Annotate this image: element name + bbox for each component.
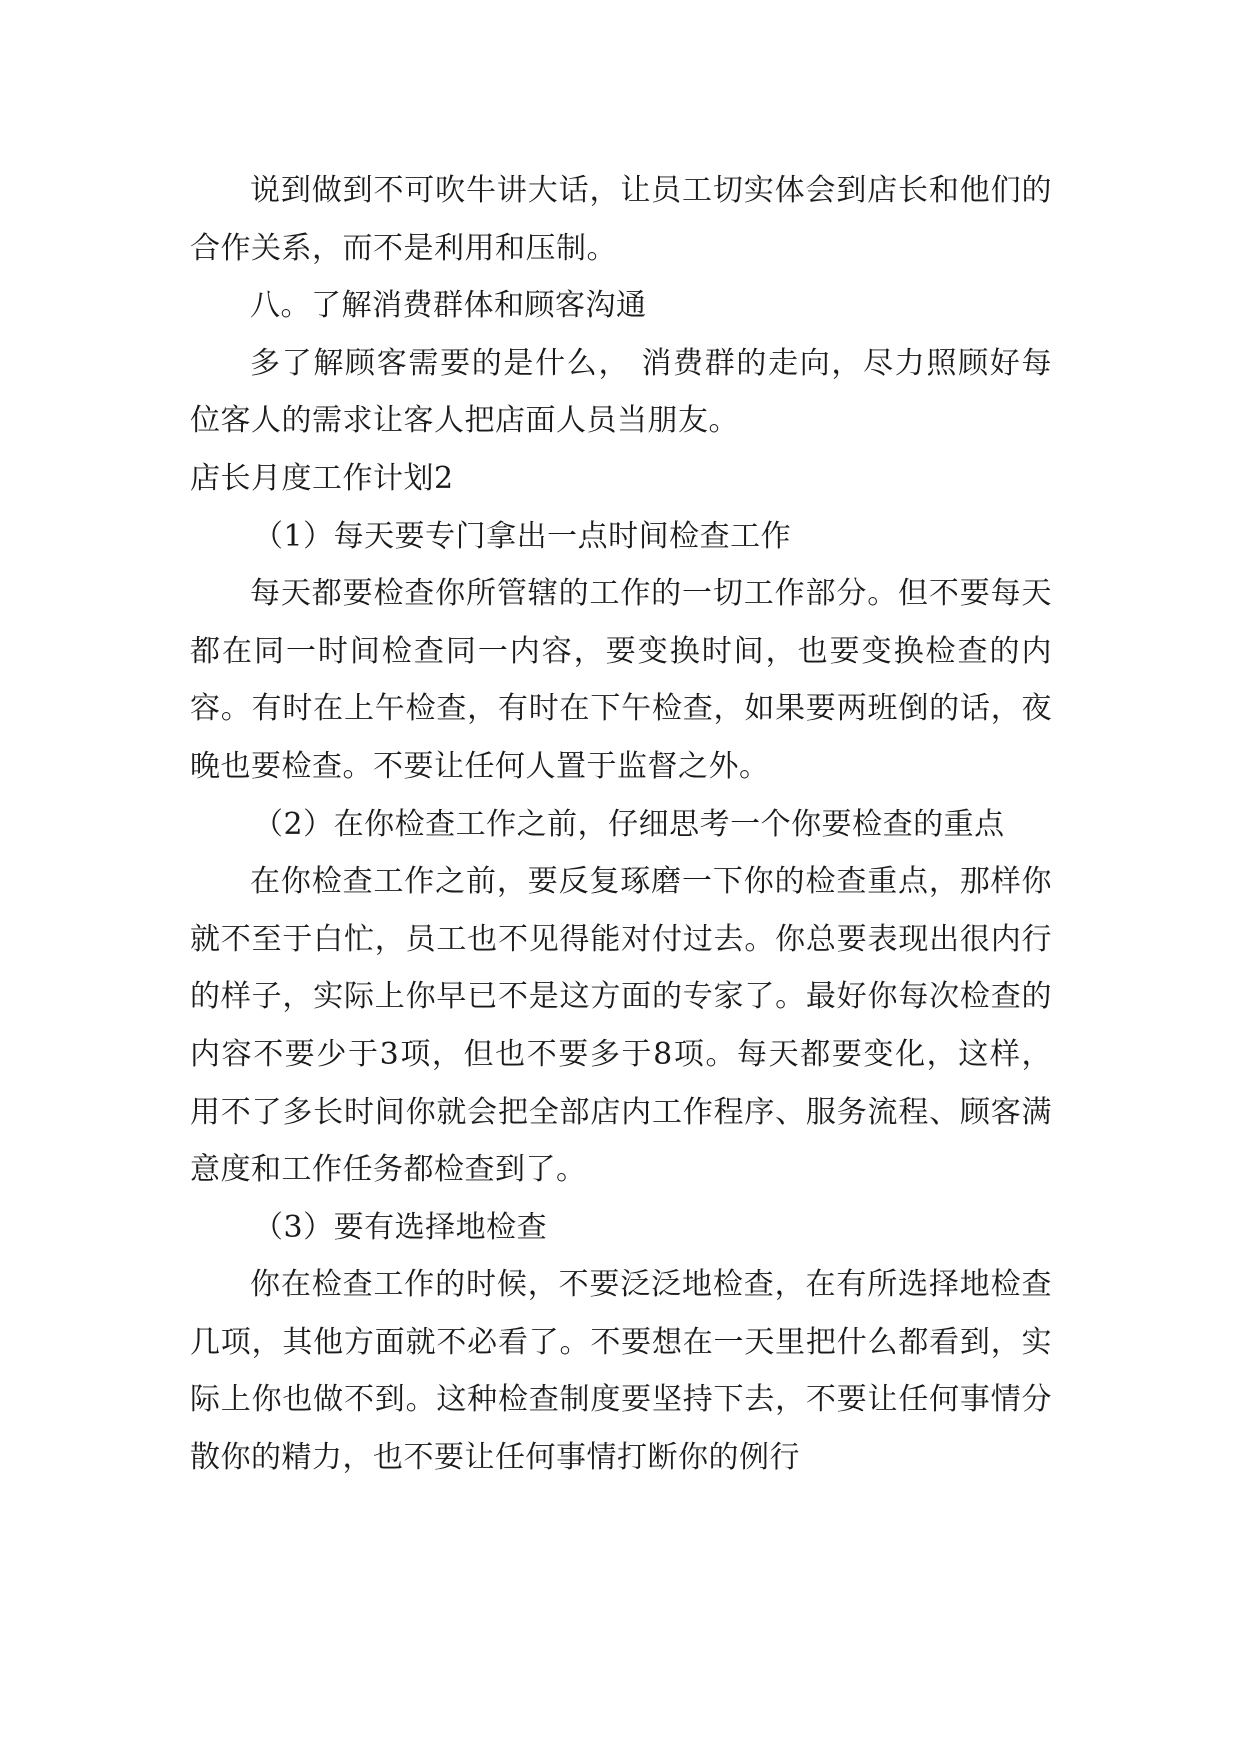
subheading-1: （1）每天要专门拿出一点时间检查工作 [253,518,792,554]
document-body [190,162,1052,1487]
section-heading-eight: 八。了解消费群体和顾客沟通 [250,288,647,324]
subheading-3: （3）要有选择地检查 [253,1209,548,1245]
paragraph-customers: 多了解顾客需要的是什么， 消费群的走向，尽力照顾好每位客人的需求让客人把店面人员当朋友。 [190,345,1052,439]
paragraph-selective: 你在检查工作的时候，不要泛泛地检查，在有所选择地检查几项，其他方面就不必看了。不要想在一天里把什么都看到，实际上你也做不到。这种检查制度要坚持下去，不要让任何事情分散你的精力，也不要让任何事情打断你的例行 [190,1267,1052,1476]
document-title: 店长月度工作计划2 [190,460,454,496]
paragraph-daily-check: 每天都要检查你所管辖的工作的一切工作部分。但不要每天都在同一时间检查同一内容，要变换时间，也要变换检查的内容。有时在上午检查，有时在下午检查，如果要两班倒的话，夜晚也要检查。不要让任何人置于监督之外。 [190,576,1052,784]
paragraph-cooperation: 说到做到不可吹牛讲大话，让员工切实体会到店长和他们的合作关系，而不是利用和压制。 [190,173,1052,266]
paragraph-focus: 在你检查工作之前，要反复琢磨一下你的检查重点，那样你就不至于白忙，员工也不见得能对付过去。你总要表现出很内行的样子，实际上你早已不是这方面的专家了。最好你每次检查的内容不要少于3项，但也不要多于8项。每天都要变化，这样，用不了多长时间你就会把全部店内工作程序、服务流程、顾客满意度和工作任务都检查到了。 [190,864,1052,1188]
subheading-2: （2）在你检查工作之前，仔细思考一个你要检查的重点 [253,806,1005,842]
